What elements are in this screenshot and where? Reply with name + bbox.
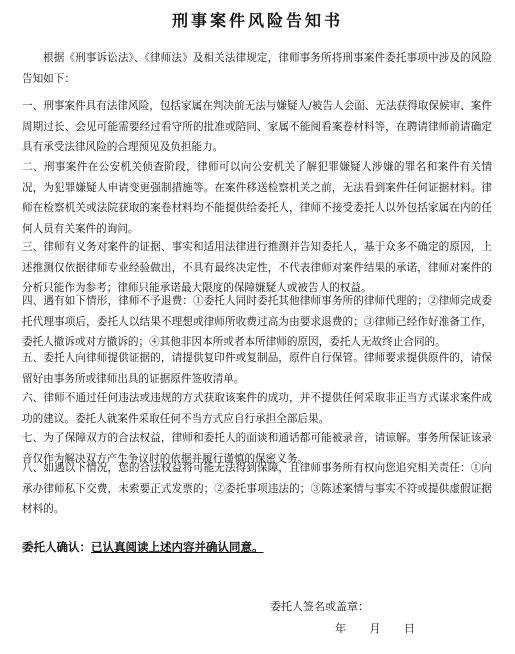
client-confirmation [22, 539, 492, 555]
intro-paragraph: 根据《刑事诉讼法》、《律师法》及相关法律规定，律师事务所将刑事案件委托事项中涉及的风险告知如下： [22, 52, 492, 85]
clause-1: 一、刑事案件具有法律风险，包括家属在判决前无法与嫌疑人/被告人会面、无法获得取保候审、案件周期过长、会见可能需要经过看守所的批准或陪同、家属不能阅看案卷材料等，在聘请律师前请确定具有承受法律风险的合理预见及负担能力。 [22, 100, 492, 153]
clause-7: 七、为了保障双方的合法权益，律师和委托人的面谈和通话都可能被录音，请谅解。事务所保证该录音仅作为解决双方产生争议时的依据并履行谨慎的保密义务。 [22, 432, 492, 465]
clause-8: 八、如遇以下情况，您的合法权益将可能无法得到保障，且律师事务所有权向您追究相关责任：①向承办律师私下交费，未索要正式发票的；②委托事项违法的；③陈述案情与事实不符或提供虚假证据材料的。 [22, 462, 492, 515]
clause-3: 三、律师有义务对案件的证据、事实和适用法律进行推测并告知委托人，基于众多不确定的原因，上述推测仅依据律师专业经验做出，不具有最终决定性，不代表律师对案件结果的承诺，律师对案件的分析只能作为参考；律师只能承诺最大限度的保障嫌疑人或被告人的权益。 [22, 241, 492, 294]
date-label: 年 月 日 [335, 622, 415, 635]
signature-label: 委托人签名或盖章： [270, 600, 369, 613]
clause-6: 六、律师不通过任何违法或违规的方式获取该案件的成功，并不提供任何采取非正当方式谋求案件成功的建议。委托人就案件采取任何不当方式应自行承担全部后果。 [22, 392, 492, 425]
document-title: 刑事案件风险告知书 [171, 11, 343, 30]
confirmation-label: 委托人确认： [22, 540, 91, 554]
clause-4: 四、遇有如下情形，律师不予退费：①委托人同时委托其他律师事务所的律师代理的；②律师完成委托代理事项后，委托人以结果不理想或律师所收费过高为由要求退费的；③律师已经作好准备工作，委托人撤诉或对方撤诉的；④其他非因本所或者本所律师的原因，委托人无故终止合同的。 [22, 295, 492, 348]
clause-5: 五、委托人向律师提供证据的，请提供复印件或复制品，原件自行保管。律师要求提供原件的，请保留好由事务所或律师出具的证据原件签收清单。 [22, 352, 492, 385]
confirmation-note: 已认真阅读上述内容并确认同意。 [91, 540, 264, 554]
clause-2: 二、刑事案件在公安机关侦查阶段，律师可以向公安机关了解犯罪嫌疑人涉嫌的罪名和案件有关情况，为犯罪嫌疑人申请变更强制措施等。在案件移送检察机关之前，无法看到案件任何证据材料。律师在检察机关或法院获取的案卷材料均不能提供给委托人，律师不接受委托人以外包括家属在内的任何人员有关案件的询问。 [22, 161, 492, 235]
